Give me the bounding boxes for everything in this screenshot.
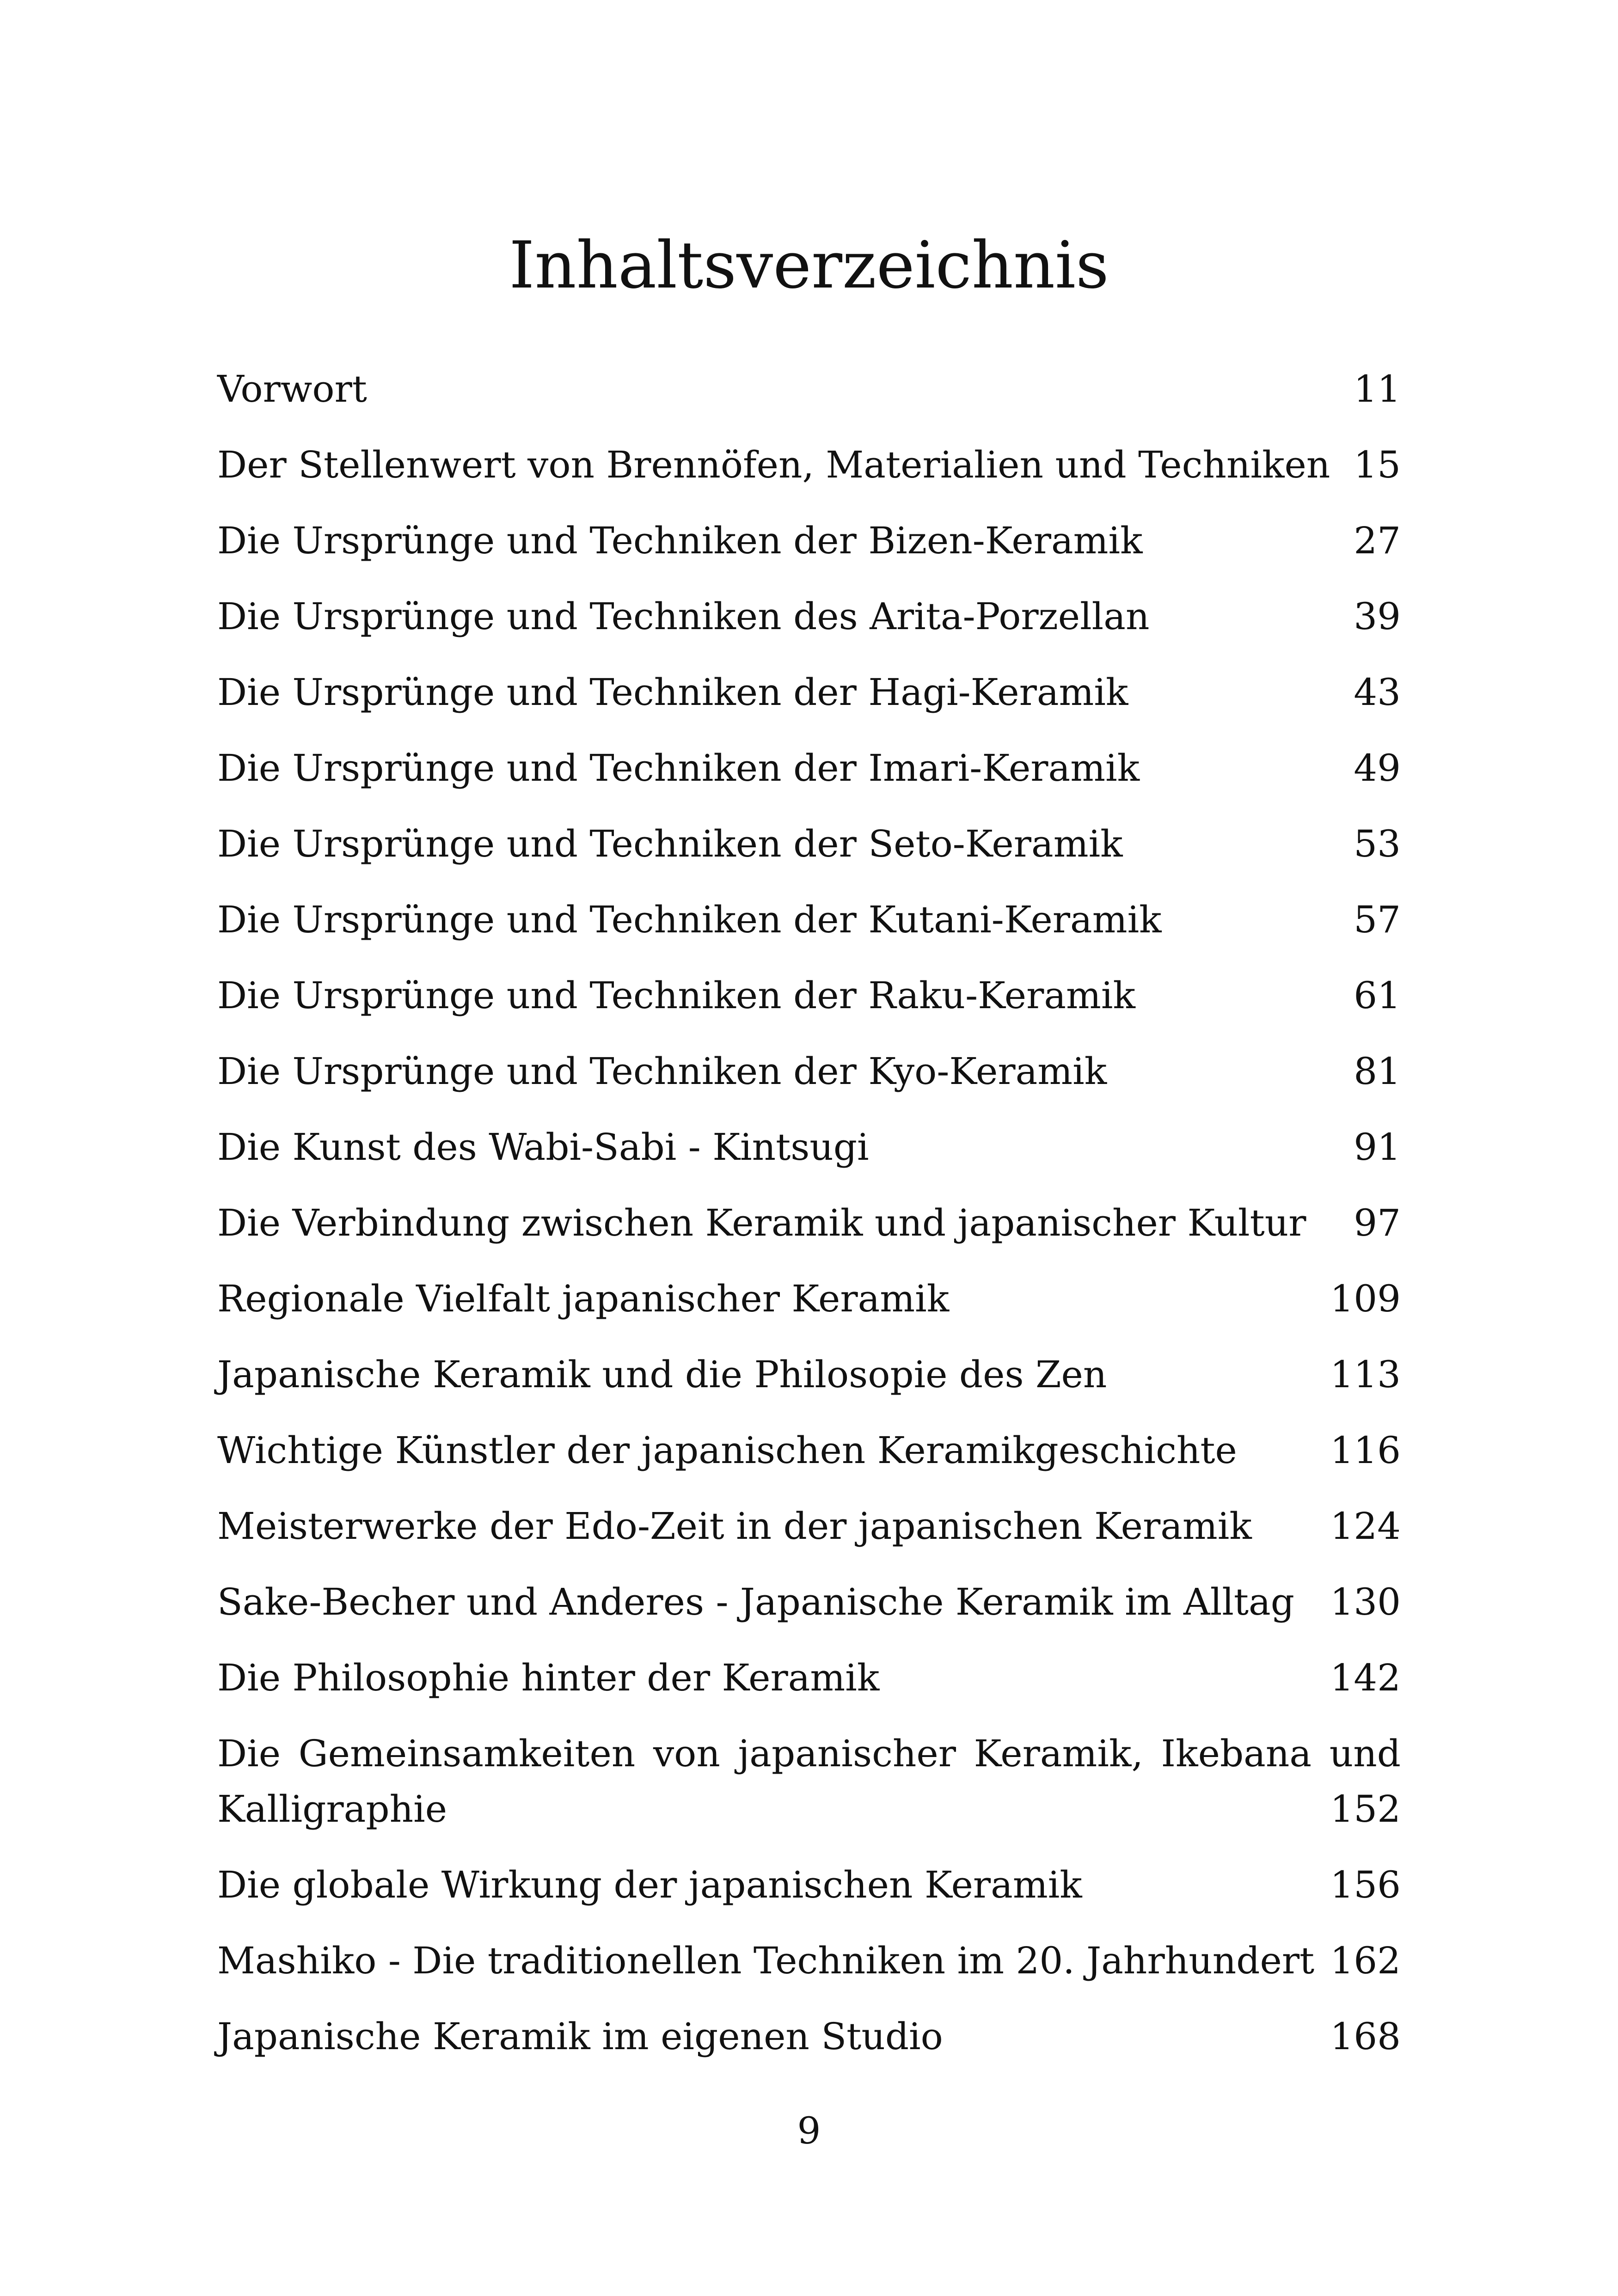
toc-entry-page: 91 <box>1354 1126 1401 1169</box>
toc-entry <box>217 1716 1401 1847</box>
toc-entry-title: Die Ursprünge und Techniken der Kutani-Keramik <box>217 898 1162 941</box>
toc-entry-title: Japanische Keramik im eigenen Studio <box>217 2015 943 2058</box>
toc-entry-page: 27 <box>1354 519 1401 562</box>
toc-entry <box>217 1034 1401 1109</box>
table-of-contents <box>217 351 1401 2075</box>
toc-entry <box>217 1109 1401 1185</box>
toc-entry-page: 116 <box>1330 1429 1401 1472</box>
toc-entry-title: Die Ursprünge und Techniken der Seto-Keramik <box>217 822 1123 865</box>
toc-entry <box>217 730 1401 806</box>
toc-entry <box>217 1185 1401 1261</box>
toc-entry-title: Vorwort <box>217 367 367 410</box>
toc-entry-title: Wichtige Künstler der japanischen Keramikgeschichte <box>217 1429 1237 1472</box>
toc-entry <box>217 1337 1401 1413</box>
toc-entry-title: Die Kunst des Wabi-Sabi - Kintsugi <box>217 1126 869 1169</box>
toc-entry-title: Regionale Vielfalt japanischer Keramik <box>217 1277 950 1320</box>
toc-entry-title: Meisterwerke der Edo-Zeit in der japanischen Keramik <box>217 1505 1252 1548</box>
toc-entry-page: 97 <box>1354 1201 1401 1244</box>
toc-entry-page: 109 <box>1330 1277 1401 1320</box>
toc-entry-title: Die Ursprünge und Techniken des Arita-Porzellan <box>217 595 1150 638</box>
toc-entry-page: 61 <box>1354 974 1401 1017</box>
toc-entry <box>217 1847 1401 1923</box>
toc-entry-page: 49 <box>1354 747 1401 790</box>
toc-entry-page: 15 <box>1354 443 1401 486</box>
toc-entry-title: Die Ursprünge und Techniken der Hagi-Keramik <box>217 671 1128 714</box>
toc-entry-page: 152 <box>1330 1788 1401 1831</box>
toc-entry <box>217 427 1401 503</box>
toc-entry <box>217 1261 1401 1337</box>
toc-entry-title: Die Philosophie hinter der Keramik <box>217 1656 880 1699</box>
toc-entry-title: Die Ursprünge und Techniken der Raku-Keramik <box>217 974 1135 1017</box>
toc-entry <box>217 1999 1401 2075</box>
toc-entry-title: Die Gemeinsamkeiten von japanischer Keramik, Ikebana und Kalligraphie <box>217 1732 1401 1831</box>
toc-entry-title: Die Ursprünge und Techniken der Bizen-Keramik <box>217 519 1143 562</box>
toc-entry-page: 124 <box>1330 1505 1401 1548</box>
toc-entry-page: 53 <box>1354 822 1401 865</box>
toc-entry-title: Die globale Wirkung der japanischen Keramik <box>217 1863 1082 1906</box>
page-title: Inhaltsverzeichnis <box>509 228 1109 303</box>
toc-entry-page: 168 <box>1330 2015 1401 2058</box>
toc-entry-title: Mashiko - Die traditionellen Techniken im 20. Jahrhundert <box>217 1939 1315 1982</box>
toc-entry-page: 142 <box>1330 1656 1401 1699</box>
page-number: 9 <box>797 2109 821 2152</box>
toc-entry <box>217 806 1401 882</box>
toc-entry-page: 11 <box>1354 367 1401 410</box>
toc-entry-title: Der Stellenwert von Brennöfen, Materialien und Techniken <box>217 443 1330 486</box>
toc-entry-page: 57 <box>1354 898 1401 941</box>
toc-entry-page: 162 <box>1330 1939 1401 1982</box>
toc-entry-page: 130 <box>1330 1580 1401 1623</box>
toc-entry <box>217 882 1401 958</box>
toc-entry-title: Die Verbindung zwischen Keramik und japanischer Kultur <box>217 1201 1306 1244</box>
toc-entry <box>217 1923 1401 1999</box>
toc-entry-title: Die Ursprünge und Techniken der Imari-Keramik <box>217 747 1140 790</box>
toc-entry-title: Japanische Keramik und die Philosopie des Zen <box>217 1353 1107 1396</box>
toc-entry-page: 43 <box>1354 671 1401 714</box>
toc-entry <box>217 579 1401 655</box>
toc-entry-title: Sake-Becher und Anderes - Japanische Keramik im Alltag <box>217 1580 1294 1623</box>
toc-entry <box>217 1488 1401 1564</box>
toc-entry <box>217 351 1401 427</box>
toc-entry-page: 113 <box>1330 1353 1401 1396</box>
toc-entry <box>217 1564 1401 1640</box>
toc-entry-page: 156 <box>1330 1863 1401 1906</box>
toc-entry <box>217 503 1401 579</box>
toc-entry <box>217 655 1401 730</box>
toc-entry-page: 39 <box>1354 595 1401 638</box>
toc-entry <box>217 1413 1401 1488</box>
toc-entry <box>217 1640 1401 1716</box>
toc-entry <box>217 958 1401 1034</box>
toc-entry-page: 81 <box>1354 1050 1401 1093</box>
toc-entry-title: Die Ursprünge und Techniken der Kyo-Keramik <box>217 1050 1107 1093</box>
